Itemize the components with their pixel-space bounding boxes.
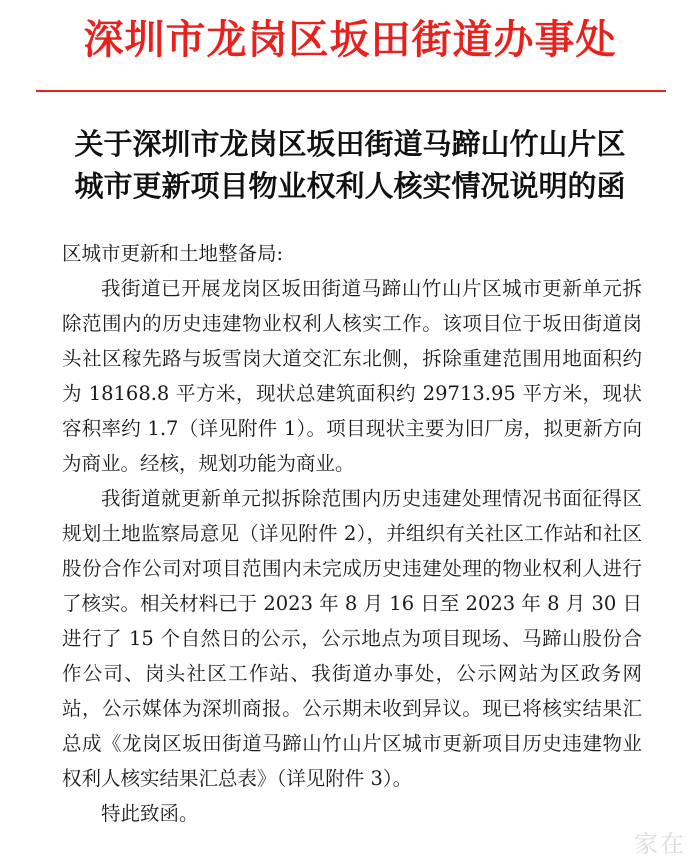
site-watermark: 家在 <box>634 830 686 858</box>
document-title-line-1: 关于深圳市龙岗区坂田街道马蹄山竹山片区 <box>74 127 626 161</box>
document-body <box>62 236 642 831</box>
addressee: 区城市更新和土地整备局: <box>62 242 284 265</box>
document-title <box>0 123 700 207</box>
document-title-line-2: 城市更新项目物业权利人核实情况说明的函 <box>74 169 626 203</box>
paragraph: 我街道已开展龙岗区坂田街道马蹄山竹山片区城市更新单元拆除范围内的历史违建物业权利人核实工作。该项目位于坂田街道岗头社区稼先路与坂雪岗大道交汇东北侧，拆除重建范围用地面积约为 18168.8 平方米，现状总建筑面积约 29713.95 平方米，现状容积率约 1.7（详见附件 1）。项目现状主要为旧厂房，拟更新方向为商业。经核，规划功能为商业。 <box>62 277 642 475</box>
letterhead-rule <box>36 90 666 92</box>
closing-line: 特此致函。 <box>101 802 199 825</box>
paragraph: 我街道就更新单元拟拆除范围内历史违建处理情况书面征得区规划土地监察局意见（详见附件 2），并组织有关社区工作站和社区股份合作公司对项目范围内未完成历史违建处理的物业权利人进行了核实。相关材料已于 2023 年 8 月 16 日至 2023 年 8 月 30 日进行了 15 个自然日的公示，公示地点为项目现场、马蹄山股份合作公司、岗头社区工作站、我街道办事处，公示网站为区政务网站，公示媒体为深圳商报。公示期未收到异议。现已将核实结果汇总成《龙岗区坂田街道马蹄山竹山片区城市更新项目历史违建物业权利人核实结果汇总表》（详见附件 3）。 <box>62 487 642 790</box>
letterhead-title: 深圳市龙岗区坂田街道办事处 <box>83 16 617 63</box>
